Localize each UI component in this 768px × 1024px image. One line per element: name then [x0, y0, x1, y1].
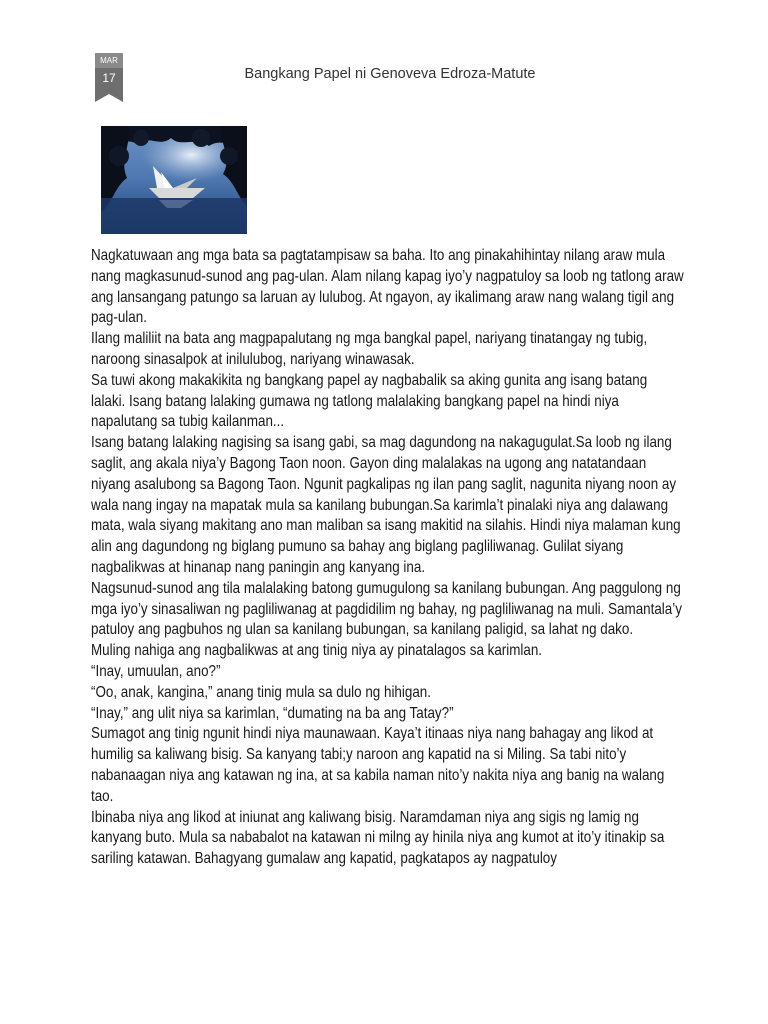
date-badge	[95, 53, 123, 102]
paragraph: Sa tuwi akong makakikita ng bangkang papel ay nagbabalik sa aking gunita ang isang batang lalaki. Isang batang lalaking gumawa ng tatlong malalaking bangkang papel na hindi niya napalutang sa tubig kailanman...	[91, 371, 648, 431]
paragraph: Ibinaba niya ang likod at iniunat ang kaliwang bisig. Naramdaman niya ang sigis ng lamig ng kanyang buto. Mula sa nababalot na katawan ni milng ay hinila niya ang kumot at ito’y itinakip sa sariling katawan. Bahagyang gumalaw ang kapatid, pagkatapos ay nagpatuloy	[91, 808, 665, 868]
paragraph: Sumagot ang tinig ngunit hindi niya maunawaan. Kaya’t itinaas niya nang bahagay ang likod at humilig sa kaliwang bisig. Sa kanyang tabi;y naroon ang kapatid na si Miling. Sa tabi nito’y nabanaagan niya ang katawan ng ina, at sa kabila naman nito’y nakita niya ang banig na walang tao.	[91, 725, 665, 805]
date-day: 17	[102, 71, 116, 85]
page-title: Bangkang Papel ni Genoveva Edroza-Matute	[244, 66, 536, 82]
date-month: MAR	[95, 53, 123, 68]
paragraph: “Inay, umuulan, ano?”	[91, 662, 221, 680]
paper-boat-photo	[101, 126, 247, 234]
paragraph: “Oo, anak, kangina,” anang tinig mula sa dulo ng hihigan.	[91, 683, 431, 701]
article-body	[91, 246, 684, 870]
paragraph: “Inay,” ang ulit niya sa karimlan, “dumating na ba ang Tatay?”	[91, 704, 454, 722]
paragraph: Nagkatuwaan ang mga bata sa pagtatampisaw sa baha. Ito ang pinakahihintay nilang araw mula nang magkasunud-sunod ang pag-ulan. Alam nilang kapag iyo’y nagpatuloy sa loob ng tatlong araw ang lansangang patungo sa laruan ay lulubog. At ngayon, ay ikalimang araw nang walang tigil ang pag-ulan.	[91, 247, 684, 327]
paragraph: Nagsunud-sunod ang tila malalaking batong gumugulong sa kanilang bubungan. Ang paggulong ng mga iyo’y sinasaliwan ng pagliliwanag at pagdidilim ng bahay, ng pagliliwanag na muli. Samantala’y patuloy ang pagbuhos ng ulan sa kanilang bubungan, sa kanilang paligid, sa lahat ng dako.	[91, 579, 682, 639]
paragraph: Muling nahiga ang nagbalikwas at ang tinig niya ay pinatalagos sa karimlan.	[91, 642, 543, 660]
paragraph: Ilang maliliit na bata ang magpapalutang ng mga bangkal papel, nariyang tinatangay ng tubig, naroong sinasalpok at inilulubog, nariyang winawasak.	[91, 330, 648, 368]
paragraph: Isang batang lalaking nagising sa isang gabi, sa mag dagundong na nakagugulat.Sa loob ng ilang saglit, ang akala niya’y Bagong Taon noon. Gayon ding malalakas na ugong ang natatandaan niyang asalubong sa Bagong Taon. Ngunit pagkalipas ng ilan pang saglit, nagunita niyang noon ay wala nang ingay na mapatak mula sa kanilang bubungan.Sa karimla’t pinalaki niya ang dalawang mata, wala siyang makitang ano man maliban sa isang makitid na silahis. Hindi niya malaman kung alin ang dagundong ng biglang pumuno sa bahay ang biglang pagliliwanag. Gulilat siyang nagbalikwas at hinanap nang paningin ang kanyang ina.	[91, 434, 681, 576]
